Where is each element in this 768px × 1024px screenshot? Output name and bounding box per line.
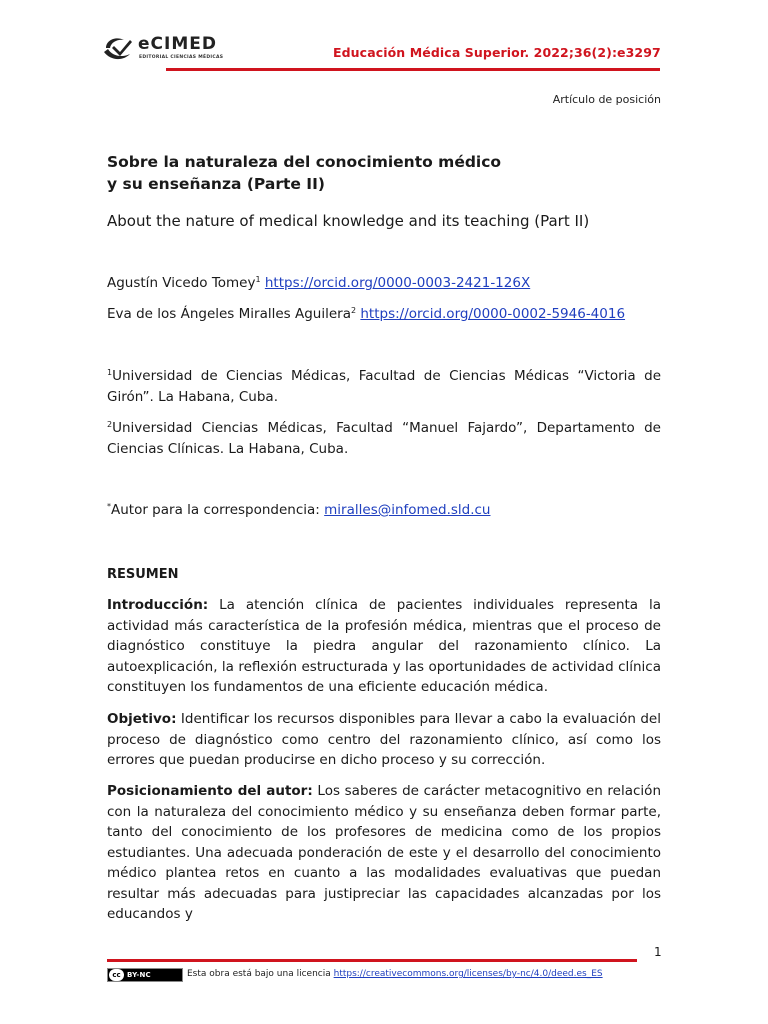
orcid-link[interactable]: https://orcid.org/0000-0002-5946-4016 — [360, 306, 626, 322]
abstract-heading: RESUMEN — [107, 567, 179, 582]
title-spanish-line-1: Sobre la naturaleza del conocimiento médico — [107, 153, 502, 171]
section-label: Posicionamiento del autor: — [107, 783, 313, 799]
license-link[interactable]: https://creativecommons.org/licenses/by-nc/4.0/deed.es_ES — [333, 969, 603, 979]
correspondence-email-link[interactable]: miralles@infomed.sld.cu — [324, 502, 491, 518]
logo-wordmark: eCIMED — [138, 34, 217, 54]
abstract-introduction — [107, 595, 661, 698]
journal-citation: Educación Médica Superior. 2022;36(2):e3297 — [333, 45, 661, 60]
page-number: 1 — [654, 945, 662, 959]
correspondence-mark: * — [107, 502, 111, 511]
title-spanish-line-2: y su enseñanza (Parte II) — [107, 175, 325, 193]
correspondence-label: Autor para la correspondencia: — [111, 502, 325, 518]
author-2 — [107, 304, 625, 325]
affiliation-mark: 1 — [107, 368, 113, 377]
author-name: Eva de los Ángeles Miralles Aguilera — [107, 306, 351, 322]
title-english: About the nature of medical knowledge and its teaching (Part II) — [107, 212, 590, 230]
author-affil-mark: 1 — [255, 275, 261, 284]
affiliation-2 — [107, 418, 661, 459]
section-label: Objetivo: — [107, 711, 177, 727]
cc-license-badge[interactable] — [107, 968, 183, 982]
license-notice — [187, 969, 603, 979]
logo-subtitle: EDITORIAL CIENCIAS MÉDICAS — [139, 55, 224, 60]
section-text: La atención clínica de pacientes individuales representa la actividad más característica de la profesión médica, mientras que el proceso de diagnóstico constituye la piedra angular del razonamiento clínico. La autoexplicación, la reflexión estructurada y las oportunidades de actividad clínica constituyen los fundamentos de una eficiente educación médica. — [107, 597, 661, 695]
author-1 — [107, 273, 530, 294]
section-label: Introducción: — [107, 597, 209, 613]
affiliation-1 — [107, 366, 661, 407]
section-text: Identificar los recursos disponibles para llevar a cabo la evaluación del proceso de diagnóstico como centro del razonamiento clínico, así como los errores que puedan producirse en dicho proceso y su corrección. — [107, 711, 661, 768]
affiliation-text: Universidad de Ciencias Médicas, Facultad de Ciencias Médicas “Victoria de Girón”. La Habana, Cuba. — [107, 368, 661, 405]
orcid-link[interactable]: https://orcid.org/0000-0003-2421-126X — [264, 275, 531, 291]
cc-icon: cc — [109, 969, 124, 981]
author-name: Agustín Vicedo Tomey — [107, 275, 256, 291]
footer-divider — [107, 959, 637, 962]
section-text: Los saberes de carácter metacognitivo en relación con la naturaleza del conocimiento médico y su enseñanza deben formar parte, tanto del conocimiento de los profesores de medicina como de los propios estudiantes. Una adecuada ponderación de este y el desarrollo del conocimiento médico plantea retos en cuanto a las modalidades evaluativas que puedan resultar más adecuadas para justipreciar las capacidades alcanzadas por los educandos y — [107, 783, 661, 922]
title-spanish — [107, 151, 667, 195]
correspondence — [107, 500, 490, 521]
license-text: Esta obra está bajo una licencia — [187, 969, 334, 979]
affiliation-text: Universidad Ciencias Médicas, Facultad “Manuel Fajardo”, Departamento de Ciencias Clínicas. La Habana, Cuba. — [107, 420, 661, 457]
header-divider — [166, 68, 660, 71]
cc-badge-label: BY-NC — [127, 971, 151, 979]
abstract-author-position — [107, 781, 661, 925]
abstract-objective — [107, 709, 661, 771]
article-type: Artículo de posición — [552, 93, 661, 106]
author-affil-mark: 2 — [350, 306, 357, 315]
ecimed-logo-icon — [102, 34, 134, 64]
affiliation-mark: 2 — [107, 420, 113, 429]
